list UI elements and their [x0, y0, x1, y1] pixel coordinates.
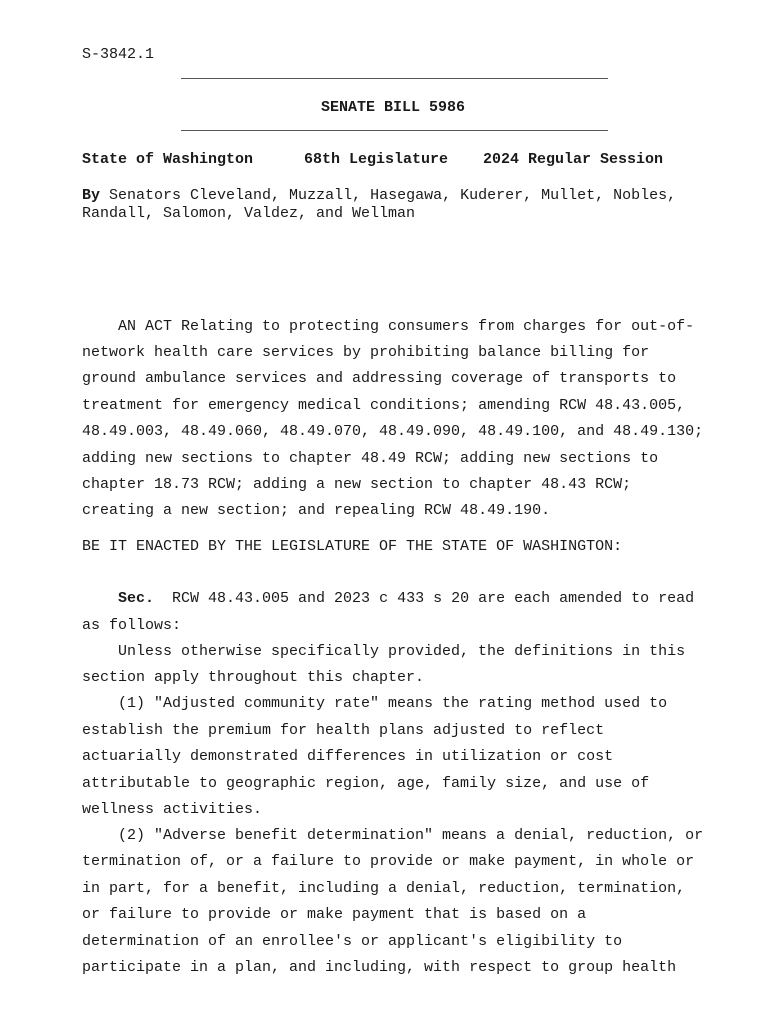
act-line: adding new sections to chapter 48.49 RCW; adding new sections to [82, 450, 659, 467]
section-body-line: attributable to geographic region, age, family size, and use of [82, 775, 650, 792]
act-line: creating a new section; and repealing RCW 48.49.190. [82, 502, 551, 519]
sponsors-names-1: Senators Cleveland, Muzzall, Hasegawa, Kuderer, Mullet, Nobles, [109, 187, 677, 204]
section-body-line: (2) "Adverse benefit determination" means a denial, reduction, or [118, 827, 704, 844]
section-body-line: termination of, or a failure to provide or make payment, in whole or [82, 853, 695, 870]
section-label: Sec. [118, 590, 155, 607]
act-line: AN ACT Relating to protecting consumers from charges for out-of- [118, 318, 695, 335]
sponsors-line-2: Randall, Salomon, Valdez, and Wellman [82, 205, 416, 222]
sponsors-by-label: By [82, 187, 101, 204]
section-body-line: establish the premium for health plans adjusted to reflect [82, 722, 605, 739]
section-body-line: Unless otherwise specifically provided, the definitions in this [118, 643, 686, 660]
title-rule-top [181, 78, 608, 79]
section-body-line: actuarially demonstrated differences in utilization or cost [82, 748, 614, 765]
section-body-line: participate in a plan, and including, with respect to group health [82, 959, 677, 976]
section-body-line: determination of an enrollee's or applicant's eligibility to [82, 933, 623, 950]
bill-title: SENATE BILL 5986 [321, 99, 466, 116]
act-line: treatment for emergency medical conditions; amending RCW 48.43.005, [82, 397, 686, 414]
header-session: 2024 Regular Session [483, 151, 664, 168]
act-line: 48.49.003, 48.49.060, 48.49.070, 48.49.090, 48.49.100, and 48.49.130; [82, 423, 704, 440]
header-legislature: 68th Legislature [304, 151, 449, 168]
act-line: chapter 18.73 RCW; adding a new section to chapter 48.43 RCW; [82, 476, 632, 493]
section-body-line: section apply throughout this chapter. [82, 669, 425, 686]
section-heading-text: RCW 48.43.005 and 2023 c 433 s 20 are each amended to read [172, 590, 695, 607]
section-heading [118, 590, 694, 607]
sponsors-line-1 [82, 187, 676, 204]
section-body-line: (1) "Adjusted community rate" means the rating method used to [118, 695, 668, 712]
title-rule-bottom [181, 130, 608, 131]
section-heading-cont: as follows: [82, 617, 182, 634]
section-body-line: or failure to provide or make payment that is based on a [82, 906, 587, 923]
document-id: S-3842.1 [82, 46, 155, 63]
header-state: State of Washington [82, 151, 254, 168]
act-line: network health care services by prohibiting balance billing for [82, 344, 650, 361]
section-body-line: wellness activities. [82, 801, 263, 818]
section-body-line: in part, for a benefit, including a denial, reduction, termination, [82, 880, 686, 897]
act-line: ground ambulance services and addressing coverage of transports to [82, 370, 677, 387]
enacting-clause: BE IT ENACTED BY THE LEGISLATURE OF THE STATE OF WASHINGTON: [82, 538, 623, 555]
